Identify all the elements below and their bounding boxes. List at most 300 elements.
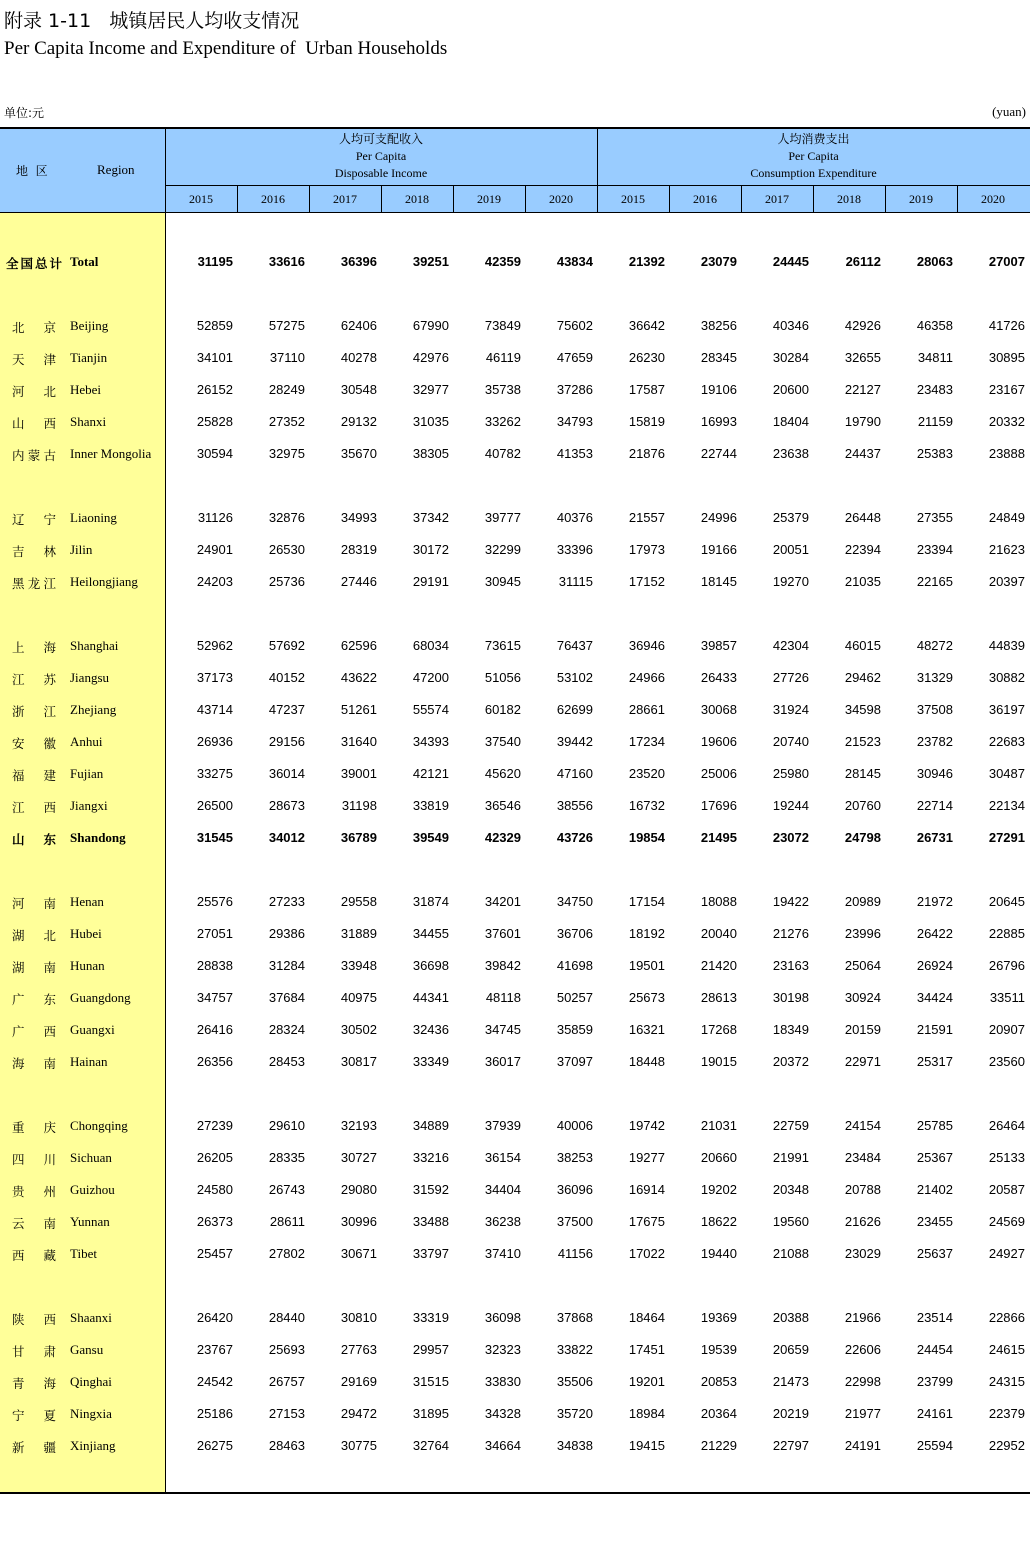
income-value-cell: 35506 [556, 1374, 593, 1389]
income-value-cell: 26373 [196, 1214, 233, 1229]
table-row [0, 796, 1030, 816]
table-row [0, 732, 1030, 752]
table-row [0, 316, 1030, 336]
region-name-english: Ningxia [70, 1406, 112, 1421]
region-name-english: Hubei [70, 926, 102, 941]
income-value-cell: 31545 [196, 830, 233, 845]
income-value-cell: 39842 [484, 958, 521, 973]
income-value-cell: 76437 [556, 638, 593, 653]
income-value-cell: 36154 [484, 1150, 521, 1165]
income-value-cell: 25736 [268, 574, 305, 589]
region-name-english: Heilongjiang [70, 574, 138, 589]
table-row [0, 1180, 1030, 1200]
expenditure-value-cell: 24927 [988, 1246, 1025, 1261]
income-value-cell: 29080 [340, 1182, 377, 1197]
income-value-cell: 42121 [412, 766, 449, 781]
expenditure-value-cell: 18622 [700, 1214, 737, 1229]
table-row [0, 956, 1030, 976]
income-value-cell: 32323 [484, 1342, 521, 1357]
region-name-english: Liaoning [70, 510, 117, 525]
income-value-cell: 52859 [196, 318, 233, 333]
expenditure-value-cell: 17268 [700, 1022, 737, 1037]
region-name-english: Hunan [70, 958, 105, 973]
expenditure-value-cell: 19277 [628, 1150, 665, 1165]
expenditure-value-cell: 22998 [844, 1374, 881, 1389]
income-value-cell: 34328 [484, 1406, 521, 1421]
expenditure-value-cell: 17973 [628, 542, 665, 557]
income-value-cell: 36238 [484, 1214, 521, 1229]
income-value-cell: 36098 [484, 1310, 521, 1325]
expenditure-value-cell: 23514 [916, 1310, 953, 1325]
expenditure-value-cell: 26464 [988, 1118, 1025, 1133]
region-name-chinese: 贵州 [12, 1184, 56, 1199]
region-name-chinese: 山西 [12, 416, 56, 431]
income-value-cell: 25186 [196, 1406, 233, 1421]
income-value-cell: 34745 [484, 1022, 521, 1037]
table-row [0, 892, 1030, 912]
expenditure-value-cell: 23029 [844, 1246, 881, 1261]
expenditure-value-cell: 23520 [628, 766, 665, 781]
expenditure-value-cell: 20660 [700, 1150, 737, 1165]
region-name-chinese: 江苏 [12, 672, 56, 687]
expenditure-value-cell: 19244 [772, 798, 809, 813]
expenditure-value-cell: 20159 [844, 1022, 881, 1037]
expenditure-value-cell: 24454 [916, 1342, 953, 1357]
income-value-cell: 43834 [556, 254, 593, 269]
expenditure-header-english-2: Consumption Expenditure [750, 166, 877, 180]
expenditure-value-cell: 20740 [772, 734, 809, 749]
income-value-cell: 32764 [412, 1438, 449, 1453]
expenditure-value-cell: 48272 [916, 638, 953, 653]
region-name-chinese: 江西 [12, 800, 56, 815]
expenditure-value-cell: 21972 [916, 894, 953, 909]
expenditure-value-cell: 17675 [628, 1214, 665, 1229]
expenditure-value-cell: 19539 [700, 1342, 737, 1357]
expenditure-value-cell: 21591 [916, 1022, 953, 1037]
income-value-cell: 33819 [412, 798, 449, 813]
income-value-cell: 47160 [556, 766, 593, 781]
income-value-cell: 40006 [556, 1118, 593, 1133]
expenditure-value-cell: 25673 [628, 990, 665, 1005]
income-value-cell: 27233 [268, 894, 305, 909]
income-value-cell: 36396 [340, 254, 377, 269]
expenditure-value-cell: 20853 [700, 1374, 737, 1389]
income-value-cell: 34455 [412, 926, 449, 941]
income-value-cell: 29169 [340, 1374, 377, 1389]
expenditure-value-cell: 21392 [628, 254, 665, 269]
table-row [0, 924, 1030, 944]
expenditure-value-cell: 21035 [844, 574, 881, 589]
expenditure-value-cell: 41726 [988, 318, 1025, 333]
income-value-cell: 46119 [485, 350, 521, 365]
expenditure-value-cell: 22714 [916, 798, 953, 813]
expenditure-value-cell: 46015 [844, 638, 881, 653]
expenditure-value-cell: 33511 [989, 990, 1025, 1005]
year-header: 2017 [765, 192, 789, 206]
income-value-cell: 37110 [269, 350, 305, 365]
income-value-cell: 37342 [412, 510, 449, 525]
region-name-english: Gansu [70, 1342, 104, 1357]
table-row [0, 412, 1030, 432]
income-value-cell: 33275 [196, 766, 233, 781]
expenditure-value-cell: 30068 [700, 702, 737, 717]
expenditure-value-cell: 22134 [988, 798, 1025, 813]
expenditure-value-cell: 25637 [916, 1246, 953, 1261]
expenditure-value-cell: 23888 [988, 446, 1025, 461]
income-value-cell: 35859 [556, 1022, 593, 1037]
region-name-english: Fujian [70, 766, 104, 781]
income-value-cell: 29558 [340, 894, 377, 909]
income-value-cell: 30810 [340, 1310, 377, 1325]
table-row [0, 1244, 1030, 1264]
table-row [0, 1436, 1030, 1456]
income-header-english-1: Per Capita [355, 149, 407, 163]
expenditure-value-cell: 22606 [844, 1342, 881, 1357]
expenditure-value-cell: 28145 [844, 766, 881, 781]
income-value-cell: 62406 [340, 318, 377, 333]
expenditure-value-cell: 30487 [988, 766, 1025, 781]
expenditure-value-cell: 25317 [916, 1054, 953, 1069]
expenditure-value-cell: 22744 [700, 446, 737, 461]
expenditure-value-cell: 28063 [916, 254, 953, 269]
expenditure-value-cell: 15819 [628, 414, 665, 429]
expenditure-value-cell: 19606 [700, 734, 737, 749]
income-value-cell: 34664 [484, 1438, 521, 1453]
region-name-chinese: 青海 [12, 1376, 56, 1391]
region-name-chinese: 山东 [12, 832, 56, 847]
expenditure-value-cell: 19166 [700, 542, 737, 557]
income-value-cell: 26743 [268, 1182, 305, 1197]
expenditure-value-cell: 30882 [988, 670, 1025, 685]
income-value-cell: 27239 [196, 1118, 233, 1133]
table-row [0, 252, 1030, 272]
region-name-chinese: 上海 [12, 640, 56, 655]
expenditure-value-cell: 24154 [844, 1118, 881, 1133]
region-name-chinese: 吉林 [12, 544, 56, 559]
expenditure-value-cell: 20989 [844, 894, 881, 909]
income-value-cell: 25693 [268, 1342, 305, 1357]
region-name-english: Jiangsu [70, 670, 109, 685]
expenditure-value-cell: 17451 [628, 1342, 665, 1357]
income-value-cell: 36546 [484, 798, 521, 813]
income-value-cell: 57275 [268, 318, 305, 333]
region-name-english: Anhui [70, 734, 103, 749]
income-value-cell: 42329 [484, 830, 521, 845]
expenditure-value-cell: 25133 [988, 1150, 1025, 1165]
income-value-cell: 37173 [196, 670, 233, 685]
expenditure-value-cell: 21966 [844, 1310, 881, 1325]
expenditure-value-cell: 20659 [772, 1342, 809, 1357]
expenditure-value-cell: 23638 [772, 446, 809, 461]
region-name-english: Tianjin [70, 350, 108, 365]
income-value-cell: 57692 [268, 638, 305, 653]
expenditure-value-cell: 22759 [772, 1118, 809, 1133]
income-value-cell: 36017 [484, 1054, 521, 1069]
region-header-english: Region [97, 162, 135, 177]
region-name-chinese: 河南 [12, 896, 56, 911]
income-value-cell: 34404 [484, 1182, 521, 1197]
expenditure-value-cell: 19202 [700, 1182, 737, 1197]
expenditure-value-cell: 19790 [844, 414, 881, 429]
income-value-cell: 26152 [196, 382, 233, 397]
region-name-chinese: 天津 [12, 352, 56, 367]
income-value-cell: 28453 [268, 1054, 305, 1069]
income-value-cell: 34757 [196, 990, 233, 1005]
region-name-chinese: 宁夏 [12, 1408, 56, 1423]
income-value-cell: 28319 [340, 542, 377, 557]
income-value-cell: 30172 [412, 542, 449, 557]
expenditure-value-cell: 23163 [772, 958, 809, 973]
region-name-chinese: 海南 [12, 1056, 56, 1071]
income-value-cell: 31874 [412, 894, 449, 909]
income-value-cell: 29957 [412, 1342, 449, 1357]
income-value-cell: 55574 [412, 702, 449, 717]
expenditure-value-cell: 22971 [844, 1054, 881, 1069]
region-name-english: Xinjiang [70, 1438, 116, 1453]
income-value-cell: 27446 [340, 574, 377, 589]
region-name-chinese: 内蒙古 [12, 448, 56, 463]
income-value-cell: 68034 [412, 638, 449, 653]
expenditure-value-cell: 20051 [772, 542, 809, 557]
expenditure-value-cell: 18984 [628, 1406, 665, 1421]
income-value-cell: 50257 [556, 990, 593, 1005]
region-name-english: Zhejiang [70, 702, 117, 717]
expenditure-value-cell: 21276 [772, 926, 809, 941]
expenditure-value-cell: 19854 [628, 830, 665, 845]
income-value-cell: 42976 [412, 350, 449, 365]
income-value-cell: 31640 [340, 734, 377, 749]
expenditure-value-cell: 21031 [700, 1118, 737, 1133]
income-value-cell: 39251 [412, 254, 449, 269]
income-value-cell: 48118 [485, 990, 521, 1005]
expenditure-value-cell: 37508 [916, 702, 953, 717]
expenditure-value-cell: 27007 [988, 254, 1025, 269]
income-value-cell: 73615 [484, 638, 521, 653]
table-row [0, 1372, 1030, 1392]
expenditure-value-cell: 26112 [845, 254, 881, 269]
table-row [0, 1404, 1030, 1424]
income-value-cell: 32975 [268, 446, 305, 461]
expenditure-value-cell: 30284 [772, 350, 809, 365]
expenditure-value-cell: 36642 [628, 318, 665, 333]
table-row [0, 988, 1030, 1008]
income-value-cell: 29472 [340, 1406, 377, 1421]
income-value-cell: 45620 [484, 766, 521, 781]
expenditure-value-cell: 23072 [772, 830, 809, 845]
expenditure-value-cell: 30924 [844, 990, 881, 1005]
expenditure-value-cell: 19501 [628, 958, 665, 973]
expenditure-value-cell: 26448 [844, 510, 881, 525]
expenditure-value-cell: 23394 [916, 542, 953, 557]
income-value-cell: 31126 [197, 510, 233, 525]
region-name-english: Guizhou [70, 1182, 115, 1197]
income-value-cell: 29386 [268, 926, 305, 941]
expenditure-value-cell: 21495 [700, 830, 737, 845]
income-value-cell: 40782 [484, 446, 521, 461]
income-value-cell: 32299 [484, 542, 521, 557]
income-value-cell: 26205 [196, 1150, 233, 1165]
expenditure-value-cell: 25379 [772, 510, 809, 525]
expenditure-value-cell: 19415 [628, 1438, 665, 1453]
expenditure-value-cell: 24615 [988, 1342, 1025, 1357]
income-value-cell: 34012 [268, 830, 305, 845]
expenditure-value-cell: 23996 [844, 926, 881, 941]
region-name-english: Shaanxi [70, 1310, 112, 1325]
expenditure-value-cell: 19201 [628, 1374, 665, 1389]
income-value-cell: 24542 [196, 1374, 233, 1389]
expenditure-value-cell: 19422 [772, 894, 809, 909]
income-value-cell: 30775 [340, 1438, 377, 1453]
income-value-cell: 51261 [340, 702, 377, 717]
income-value-cell: 35670 [340, 446, 377, 461]
region-name-chinese: 安徽 [12, 736, 56, 751]
table-row [0, 1052, 1030, 1072]
expenditure-value-cell: 31329 [916, 670, 953, 685]
expenditure-value-cell: 22379 [988, 1406, 1025, 1421]
expenditure-value-cell: 18448 [628, 1054, 665, 1069]
region-name-english: Qinghai [70, 1374, 112, 1389]
expenditure-value-cell: 17154 [628, 894, 665, 909]
expenditure-value-cell: 19742 [628, 1118, 665, 1133]
expenditure-value-cell: 20788 [844, 1182, 881, 1197]
income-value-cell: 32876 [268, 510, 305, 525]
region-name-chinese: 福建 [12, 768, 56, 783]
expenditure-value-cell: 20364 [700, 1406, 737, 1421]
year-header: 2020 [549, 192, 573, 206]
expenditure-value-cell: 22165 [916, 574, 953, 589]
income-value-cell: 23767 [196, 1342, 233, 1357]
expenditure-value-cell: 21420 [700, 958, 737, 973]
expenditure-value-cell: 22885 [988, 926, 1025, 941]
income-value-cell: 37601 [484, 926, 521, 941]
expenditure-value-cell: 25006 [700, 766, 737, 781]
income-value-cell: 33319 [412, 1310, 449, 1325]
region-name-english: Jilin [70, 542, 93, 557]
expenditure-value-cell: 20645 [988, 894, 1025, 909]
income-value-cell: 36698 [412, 958, 449, 973]
expenditure-value-cell: 18464 [628, 1310, 665, 1325]
income-value-cell: 44341 [412, 990, 449, 1005]
expenditure-value-cell: 17696 [700, 798, 737, 813]
region-name-english: Total [70, 254, 99, 269]
region-name-english: Shanghai [70, 638, 119, 653]
income-value-cell: 32193 [340, 1118, 377, 1133]
income-value-cell: 31895 [412, 1406, 449, 1421]
region-name-chinese: 重庆 [12, 1120, 56, 1135]
expenditure-value-cell: 19270 [772, 574, 809, 589]
income-value-cell: 28611 [269, 1214, 305, 1229]
expenditure-value-cell: 16732 [628, 798, 665, 813]
income-value-cell: 36014 [268, 766, 305, 781]
income-value-cell: 27051 [196, 926, 233, 941]
region-name-english: Guangdong [70, 990, 131, 1005]
table-row [0, 1212, 1030, 1232]
income-value-cell: 39001 [340, 766, 377, 781]
expenditure-value-cell: 26796 [988, 958, 1025, 973]
expenditure-value-cell: 27726 [772, 670, 809, 685]
expenditure-value-cell: 20388 [772, 1310, 809, 1325]
income-value-cell: 36789 [340, 830, 377, 845]
expenditure-value-cell: 26924 [916, 958, 953, 973]
expenditure-value-cell: 23079 [700, 254, 737, 269]
income-value-cell: 30996 [340, 1214, 377, 1229]
income-value-cell: 31592 [412, 1182, 449, 1197]
table-row [0, 668, 1030, 688]
expenditure-value-cell: 34598 [844, 702, 881, 717]
expenditure-value-cell: 44839 [988, 638, 1025, 653]
expenditure-value-cell: 21473 [772, 1374, 809, 1389]
region-name-english: Shanxi [70, 414, 107, 429]
income-value-cell: 30594 [196, 446, 233, 461]
region-name-chinese: 陕西 [12, 1312, 56, 1327]
income-value-cell: 34889 [412, 1118, 449, 1133]
income-value-cell: 37410 [484, 1246, 521, 1261]
income-value-cell: 47237 [268, 702, 305, 717]
expenditure-value-cell: 20040 [700, 926, 737, 941]
expenditure-value-cell: 22394 [844, 542, 881, 557]
page-title-chinese: 附录 1-11 城镇居民人均收支情况 [4, 10, 300, 32]
expenditure-value-cell: 21626 [844, 1214, 881, 1229]
expenditure-value-cell: 27291 [988, 830, 1025, 845]
year-header: 2016 [693, 192, 717, 206]
expenditure-value-cell: 23484 [844, 1150, 881, 1165]
expenditure-value-cell: 17022 [628, 1246, 665, 1261]
expenditure-value-cell: 21623 [988, 542, 1025, 557]
expenditure-value-cell: 20397 [988, 574, 1025, 589]
table-row [0, 444, 1030, 464]
expenditure-value-cell: 22952 [988, 1438, 1025, 1453]
income-value-cell: 27802 [268, 1246, 305, 1261]
region-name-english: Tibet [70, 1246, 97, 1261]
table-row [0, 636, 1030, 656]
income-value-cell: 32436 [412, 1022, 449, 1037]
income-value-cell: 33830 [484, 1374, 521, 1389]
region-name-english: Chongqing [70, 1118, 128, 1133]
expenditure-value-cell: 20760 [844, 798, 881, 813]
year-header: 2016 [261, 192, 285, 206]
table-row [0, 380, 1030, 400]
income-value-cell: 31115 [558, 574, 593, 589]
expenditure-value-cell: 25383 [916, 446, 953, 461]
header-bottom-rule [0, 212, 1030, 213]
expenditure-value-cell: 32655 [844, 350, 881, 365]
expenditure-value-cell: 17234 [628, 734, 665, 749]
income-value-cell: 28335 [268, 1150, 305, 1165]
expenditure-value-cell: 18192 [628, 926, 665, 941]
expenditure-value-cell: 28613 [700, 990, 737, 1005]
expenditure-value-cell: 20348 [772, 1182, 809, 1197]
expenditure-value-cell: 21557 [628, 510, 665, 525]
expenditure-value-cell: 16914 [628, 1182, 665, 1197]
expenditure-value-cell: 25064 [844, 958, 881, 973]
income-value-cell: 31035 [412, 414, 449, 429]
expenditure-value-cell: 24996 [700, 510, 737, 525]
income-value-cell: 31515 [412, 1374, 449, 1389]
expenditure-value-cell: 26422 [916, 926, 953, 941]
expenditure-value-cell: 28345 [700, 350, 737, 365]
income-value-cell: 30548 [340, 382, 377, 397]
expenditure-value-cell: 19440 [700, 1246, 737, 1261]
income-value-cell: 26416 [196, 1022, 233, 1037]
expenditure-group-header [597, 131, 1030, 182]
expenditure-value-cell: 30946 [916, 766, 953, 781]
table-bottom-rule [0, 1492, 1030, 1494]
income-value-cell: 73849 [484, 318, 521, 333]
table-row [0, 1116, 1030, 1136]
income-value-cell: 43714 [196, 702, 233, 717]
expenditure-value-cell: 36946 [628, 638, 665, 653]
income-value-cell: 37684 [268, 990, 305, 1005]
